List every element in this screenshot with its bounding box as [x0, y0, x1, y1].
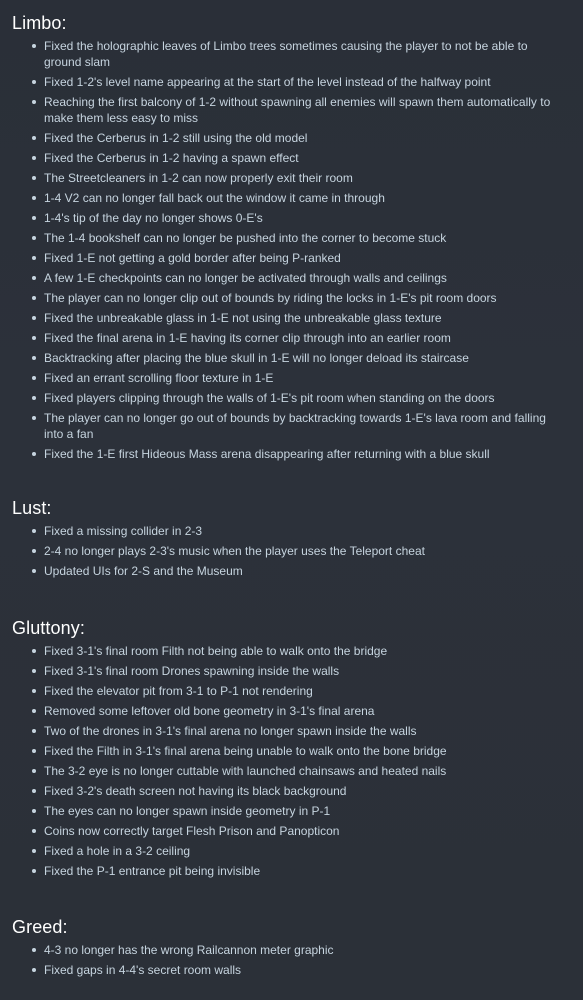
list-item: Fixed 3-2's death screen not having its black background: [32, 783, 583, 799]
list-item: 4-3 no longer has the wrong Railcannon meter graphic: [32, 942, 583, 958]
list-item: Fixed 1-2's level name appearing at the start of the level instead of the halfway point: [32, 74, 583, 90]
list-item: 1-4 V2 can no longer fall back out the window it came in through: [32, 190, 583, 206]
change-list: [12, 643, 583, 879]
section-lust: [12, 497, 583, 579]
list-item: Fixed 1-E not getting a gold border after being P-ranked: [32, 250, 583, 266]
list-item: The player can no longer go out of bounds by backtracking towards 1-E's lava room and falling into a fan: [32, 410, 583, 442]
list-item: Fixed an errant scrolling floor texture in 1-E: [32, 370, 583, 386]
list-item: Fixed the elevator pit from 3-1 to P-1 not rendering: [32, 683, 583, 699]
change-list: [12, 523, 583, 579]
list-item: 2-4 no longer plays 2-3's music when the player uses the Teleport cheat: [32, 543, 583, 559]
list-item: Fixed the Filth in 3-1's final arena being unable to walk onto the bone bridge: [32, 743, 583, 759]
section-spacer: [12, 583, 583, 617]
list-item: The 3-2 eye is no longer cuttable with launched chainsaws and heated nails: [32, 763, 583, 779]
list-item: Fixed the 1-E first Hideous Mass arena disappearing after returning with a blue skull: [32, 446, 583, 462]
section-title: Lust:: [12, 498, 52, 518]
list-item: Fixed 3-1's final room Drones spawning inside the walls: [32, 663, 583, 679]
section-spacer: [12, 466, 583, 497]
section-limbo: [12, 12, 583, 462]
list-item: Fixed the final arena in 1-E having its corner clip through into an earlier room: [32, 330, 583, 346]
list-item: Fixed a hole in a 3-2 ceiling: [32, 843, 583, 859]
list-item: Fixed 3-1's final room Filth not being able to walk onto the bridge: [32, 643, 583, 659]
list-item: Updated UIs for 2-S and the Museum: [32, 563, 583, 579]
list-item: Fixed gaps in 4-4's secret room walls: [32, 962, 583, 978]
section-spacer: [12, 883, 583, 916]
section-greed: [12, 916, 583, 978]
list-item: Backtracking after placing the blue skull in 1-E will no longer deload its staircase: [32, 350, 583, 366]
list-item: Fixed the unbreakable glass in 1-E not using the unbreakable glass texture: [32, 310, 583, 326]
list-item: A few 1-E checkpoints can no longer be activated through walls and ceilings: [32, 270, 583, 286]
list-item: 1-4's tip of the day no longer shows 0-E's: [32, 210, 583, 226]
section-title: Greed:: [12, 917, 68, 937]
list-item: Removed some leftover old bone geometry in 3-1's final arena: [32, 703, 583, 719]
list-item: Fixed a missing collider in 2-3: [32, 523, 583, 539]
change-list: [12, 38, 583, 462]
list-item: Reaching the first balcony of 1-2 without spawning all enemies will spawn them automatically to make them less easy to miss: [32, 94, 583, 126]
list-item: The 1-4 bookshelf can no longer be pushed into the corner to become stuck: [32, 230, 583, 246]
list-item: Coins now correctly target Flesh Prison and Panopticon: [32, 823, 583, 839]
section-title: Gluttony:: [12, 618, 85, 638]
change-list: [12, 942, 583, 978]
section-gluttony: [12, 617, 583, 879]
list-item: Fixed the Cerberus in 1-2 having a spawn effect: [32, 150, 583, 166]
list-item: The player can no longer clip out of bounds by riding the locks in 1-E's pit room doors: [32, 290, 583, 306]
list-item: The Streetcleaners in 1-2 can now properly exit their room: [32, 170, 583, 186]
list-item: Fixed players clipping through the walls of 1-E's pit room when standing on the doors: [32, 390, 583, 406]
list-item: Fixed the P-1 entrance pit being invisible: [32, 863, 583, 879]
list-item: Fixed the holographic leaves of Limbo trees sometimes causing the player to not be able to ground slam: [32, 38, 583, 70]
list-item: The eyes can no longer spawn inside geometry in P-1: [32, 803, 583, 819]
list-item: Fixed the Cerberus in 1-2 still using the old model: [32, 130, 583, 146]
section-title: Limbo:: [12, 13, 67, 33]
list-item: Two of the drones in 3-1's final arena no longer spawn inside the walls: [32, 723, 583, 739]
